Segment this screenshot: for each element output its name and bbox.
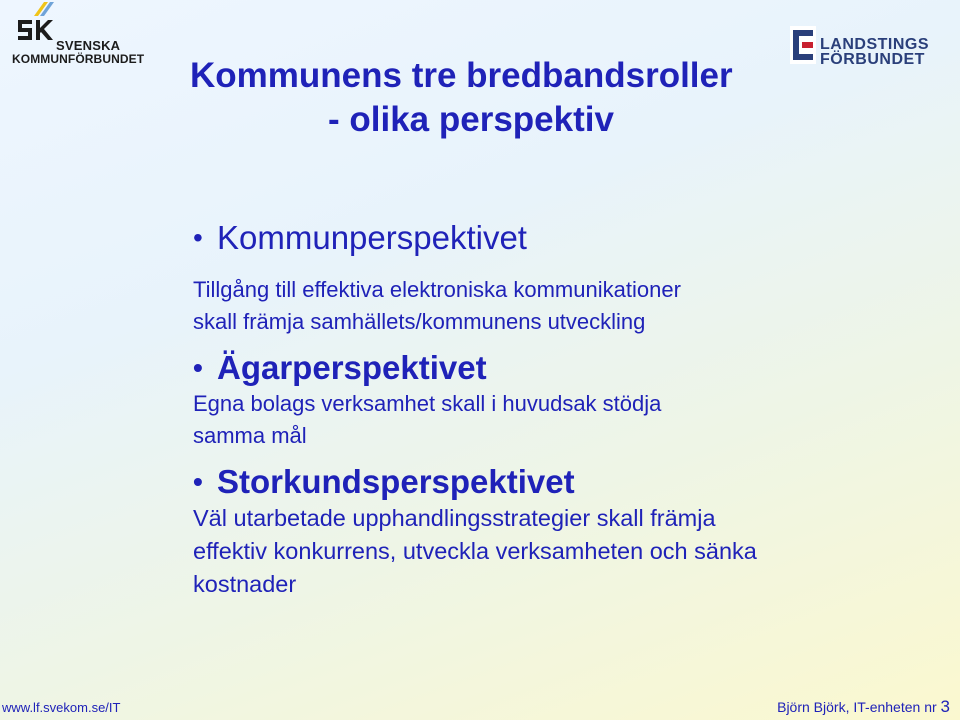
landstingsforbundet-logo (790, 24, 940, 66)
body-line: Egna bolags verksamhet skall i huvudsak stödja (193, 391, 662, 416)
lf-logo-icon (790, 26, 816, 64)
bullet-icon: • (193, 466, 203, 497)
logo-left-line1: SVENSKA (56, 38, 121, 53)
sk-logo-icon (14, 2, 58, 52)
body-line: Tillgång till effektiva elektroniska kommunikationer (193, 277, 681, 302)
svenska-kommunforbundet-logo (8, 2, 168, 68)
bullet-icon: • (193, 222, 203, 253)
body-line: samma mål (193, 423, 307, 448)
body-line: Väl utarbetade upphandlingsstrategier skall främja (193, 505, 716, 531)
title-line-2: - olika perspektiv (328, 100, 614, 139)
footer-url: www.lf.svekom.se/IT (2, 700, 121, 715)
section-heading-agarperspektivet (193, 348, 933, 388)
title-line-1: Kommunens tre bredbandsroller (190, 56, 733, 95)
section-heading-kommunperspektivet (193, 218, 933, 258)
bullet-icon: • (193, 352, 203, 383)
footer-author: Björn Björk, IT-enheten (777, 699, 921, 715)
section-body-kommunperspektivet (193, 274, 933, 338)
logo-left-line2: KOMMUNFÖRBUNDET (12, 52, 145, 66)
slide-content (193, 218, 933, 601)
body-line: effektiv konkurrens, utveckla verksamheten och sänka (193, 538, 757, 564)
section-heading-text: Ägarperspektivet (217, 349, 487, 386)
section-body-storkundsperspektivet (193, 502, 933, 601)
section-heading-storkundsperspektivet (193, 462, 933, 502)
footer-page-label: nr (924, 699, 937, 715)
footer-page-number: 3 (940, 697, 950, 716)
section-heading-text: Storkundsperspektivet (217, 463, 575, 500)
section-body-agarperspektivet (193, 388, 933, 452)
logo-right-line1: LANDSTINGS (820, 36, 929, 53)
section-heading-text: Kommunperspektivet (217, 219, 527, 256)
body-line: kostnader (193, 571, 297, 597)
footer-author-page (777, 697, 950, 717)
body-line: skall främja samhällets/kommunens utveckling (193, 309, 646, 334)
logo-right-line2: FÖRBUNDET (820, 51, 925, 68)
